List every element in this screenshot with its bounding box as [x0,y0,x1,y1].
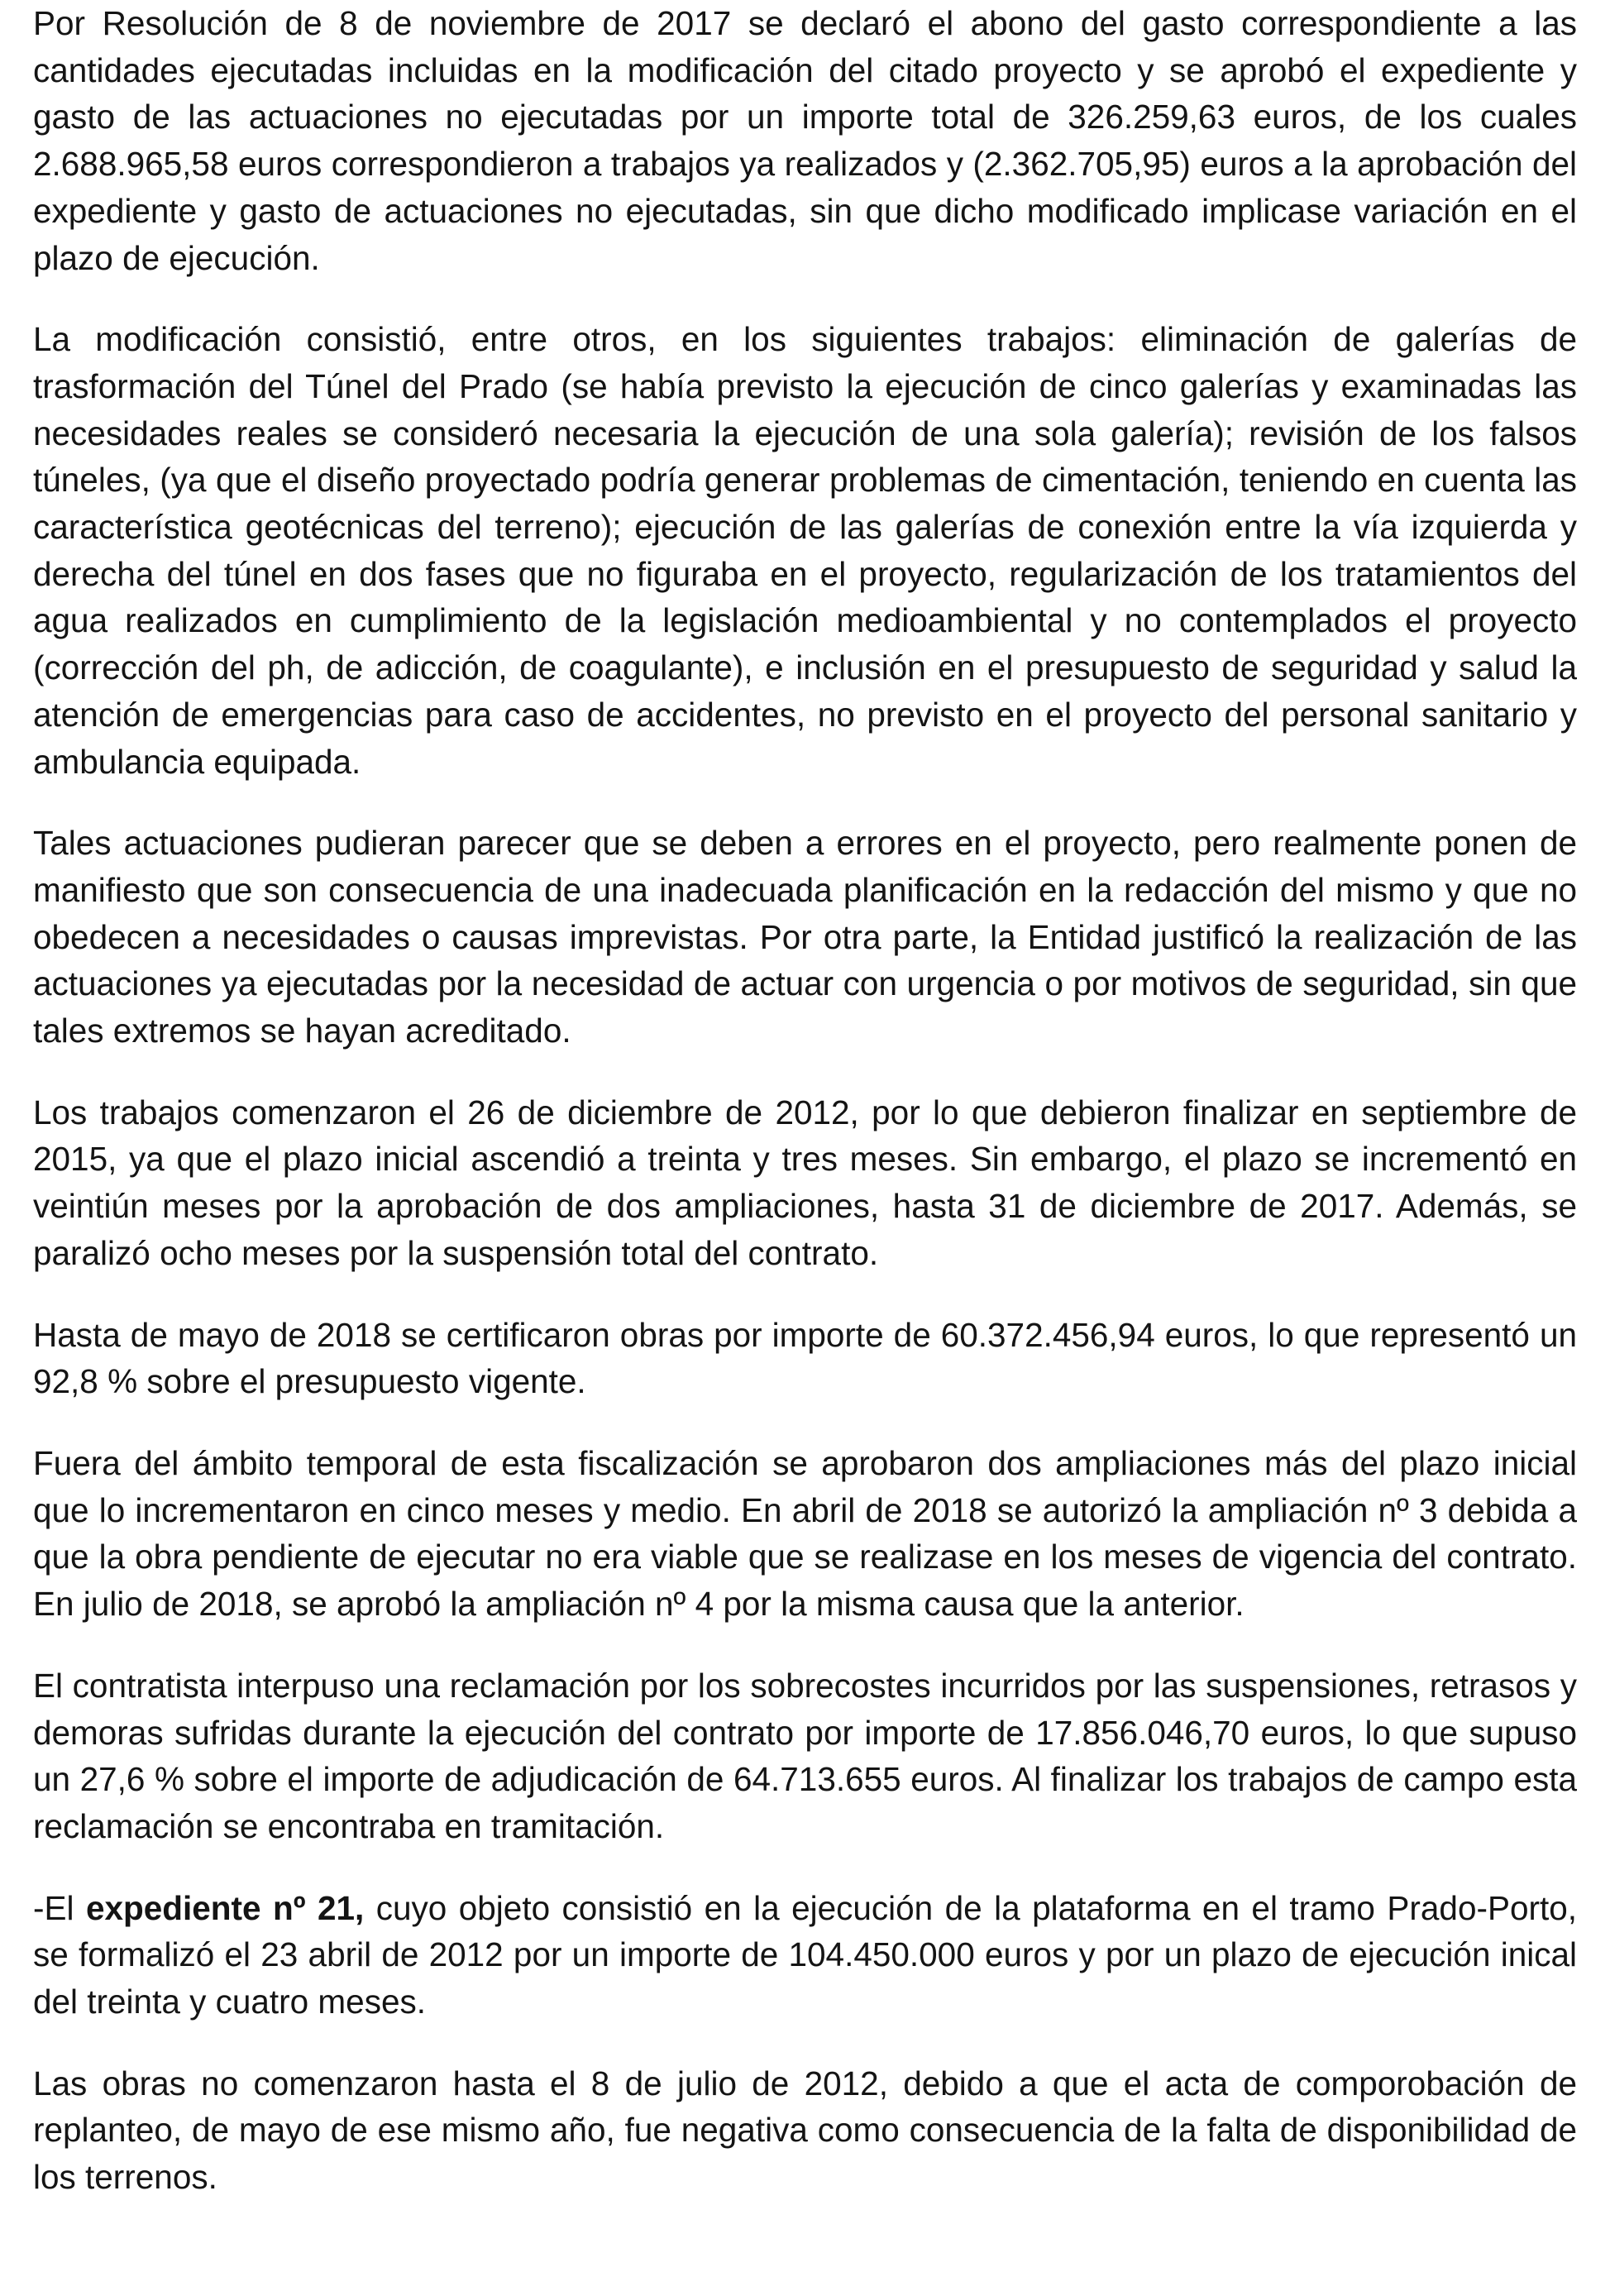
paragraph-actuaciones: Tales actuaciones pudieran parecer que se deben a errores en el proyecto, pero realmente ponen de manifiesto que son consecuencia de una inadecuada planificación en la redacción del mismo y que no obedecen a necesidades o causas imprevistas. Por otra parte, la Entidad justificó la realización de las actuaciones ya ejecutadas por la necesidad de actuar con urgencia o por motivos de seguridad, sin que tales extremos se hayan acreditado. [33,824,1577,1050]
paragraph-certificaciones: Hasta de mayo de 2018 se certificaron obras por importe de 60.372.456,94 euros, lo que representó un 92,8 % sobre el presupuesto vigente. [33,1315,1577,1401]
paragraph-ampliaciones: Fuera del ámbito temporal de esta fiscalización se aprobaron dos ampliaciones más del plazo inicial que lo incrementaron en cinco meses y medio. En abril de 2018 se autorizó la ampliación nº 3 debida a que la obra pendiente de ejecutar no era viable que se realizase en los meses de vigencia del contrato. En julio de 2018, se aprobó la ampliación nº 4 por la misma causa que la anterior. [33,1443,1577,1624]
paragraph-resolucion: Por Resolución de 8 de noviembre de 2017 se declaró el abono del gasto correspondiente a las cantidades ejecutadas incluidas en la modificación del citado proyecto y se aprobó el expediente y gasto de las actuaciones no ejecutadas por un importe total de 326.259,63 euros, de los cuales 2.688.965,58 euros correspondieron a trabajos ya realizados y (2.362.705,95) euros a la aprobación del expediente y gasto de actuaciones no ejecutadas, sin que dicho modificado implicase variación en el plazo de ejecución. [33,4,1577,277]
paragraph-obras-comienzo: Las obras no comenzaron hasta el 8 de julio de 2012, debido a que el acta de comporobación de replanteo, de mayo de ese mismo año, fue negativa como consecuencia de la falta de disponibilidad de los terrenos. [33,2064,1577,2197]
expediente-rest: cuyo objeto consistió en la ejecución de la plataforma en el tramo Prado-Porto, se formalizó el 23 abril de 2012 por un importe de 104.450.000 euros y por un plazo de ejecución inical del treinta y cuatro meses. [33,1888,1578,2021]
expediente-bold-label: expediente nº 21, [85,1888,365,1927]
paragraph-expediente-21 [33,1885,1577,2026]
paragraph-modificacion: La modificación consistió, entre otros, en los siguientes trabajos: eliminación de galerías de trasformación del Túnel del Prado (se había previsto la ejecución de cinco galerías y examinadas las necesidades reales se consideró necesaria la ejecución de una sola galería); revisión de los falsos túneles, (ya que el diseño proyectado podría generar problemas de cimentación, teniendo en cuenta las característica geotécnicas del terreno); ejecución de las galerías de conexión entre la vía izquierda y derecha del túnel en dos fases que no figuraba en el proyecto, regularización de los tratamientos del agua realizados en cumplimiento de la legislación medioambiental y no contemplados el proyecto (corrección del ph, de adicción, de coagulante), e inclusión en el presupuesto de seguridad y salud la atención de emergencias para caso de accidentes, no previsto en el proyecto del personal sanitario y ambulancia equipada. [33,320,1577,781]
paragraph-trabajos-comenzaron: Los trabajos comenzaron el 26 de diciembre de 2012, por lo que debieron finalizar en septiembre de 2015, ya que el plazo inicial ascendió a treinta y tres meses. Sin embargo, el plazo se incrementó en veintiún meses por la aprobación de dos ampliaciones, hasta 31 de diciembre de 2017. Además, se paralizó ocho meses por la suspensión total del contrato. [33,1093,1577,1272]
paragraph-reclamacion: El contratista interpuso una reclamación por los sobrecostes incurridos por las suspensiones, retrasos y demoras sufridas durante la ejecución del contrato por importe de 17.856.046,70 euros, lo que supuso un 27,6 % sobre el importe de adjudicación de 64.713.655 euros. Al finalizar los trabajos de campo esta reclamación se encontraba en tramitación. [33,1666,1577,1845]
expediente-prefix: -El [33,1888,86,1927]
document-page [33,0,1577,2236]
